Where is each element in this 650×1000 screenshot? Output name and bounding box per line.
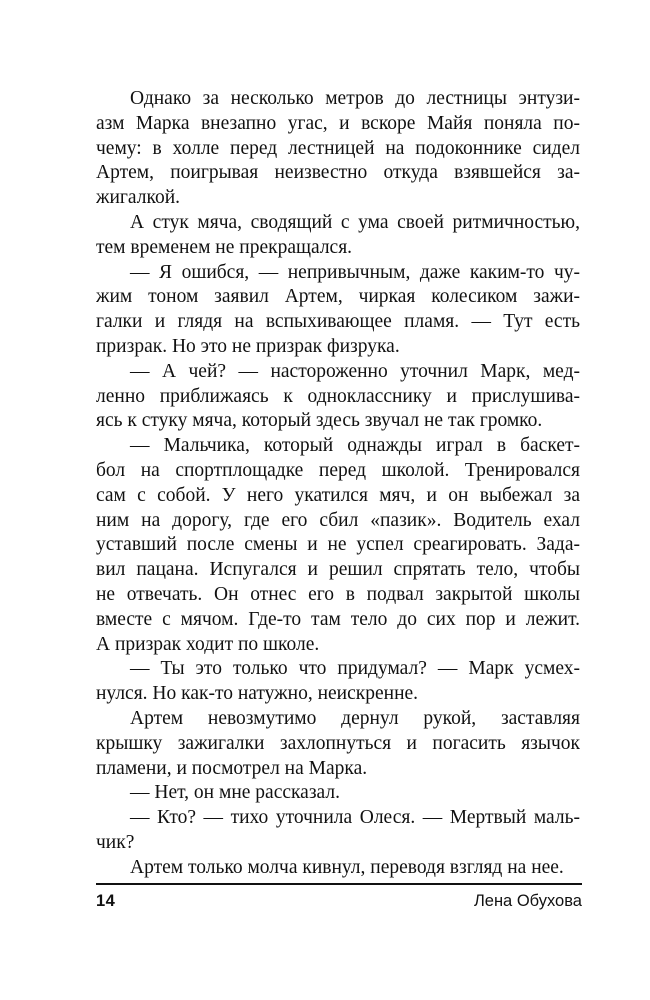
text-line: вил пацана. Испугался и решил спрятать тело, чтобы: [96, 559, 580, 581]
text-line: галки и глядя на вспыхивающее пламя. — Тут есть: [96, 311, 580, 333]
text-line: Артем, поигрывая неизвестно откуда взявшейся за-: [96, 162, 580, 184]
text-line: ленно приближаясь к однокласснику и прислушива-: [96, 385, 580, 407]
text-line: бол на спортплощадке перед школой. Тренировался: [96, 459, 580, 481]
text-line: чик?: [96, 831, 135, 853]
page-number: 14: [96, 892, 116, 910]
text-line: Артем невозмутимо дернул рукой, заставляя: [130, 707, 580, 729]
text-line: А призрак ходит по школе.: [96, 633, 320, 655]
page-text: [96, 87, 580, 881]
text-line: тем временем не прекращался.: [96, 236, 353, 258]
text-line: Однако за несколько метров до лестницы энтузи-: [130, 88, 580, 109]
text-line: — Нет, он мне рассказал.: [130, 782, 340, 804]
footer-divider: [96, 883, 582, 885]
text-line: нулся. Но как-то натужно, неискренне.: [96, 683, 419, 705]
text-line: Артем только молча кивнул, переводя взгляд на нее.: [130, 856, 564, 878]
text-line: сам с собой. У него укатился мяч, и он выбежал за: [96, 484, 580, 506]
text-line: — Кто? — тихо уточнила Олеся. — Мертвый маль-: [130, 807, 580, 829]
text-line: пламени, и посмотрел на Марка.: [96, 757, 368, 779]
footer-row: [96, 892, 582, 911]
text-line: А стук мяча, сводящий с ума своей ритмичностью,: [130, 211, 580, 233]
text-line: вместе с мячом. Где-то там тело до сих пор и лежит.: [96, 608, 580, 630]
text-line: не отвечать. Он отнес его в подвал закрытой школы: [96, 583, 580, 605]
text-line: — А чей? — настороженно уточнил Марк, мед-: [130, 360, 580, 382]
text-line: призрак. Но это не призрак физрука.: [96, 335, 400, 357]
running-title-author: Лена Обухова: [473, 892, 582, 910]
text-line: жигалкой.: [96, 187, 181, 209]
text-line: — Я ошибся, — непривычным, даже каким-то чу-: [130, 261, 580, 283]
text-line: уставший после смены и не успел среагировать. Зада-: [96, 534, 580, 556]
text-line: — Ты это только что придумал? — Марк усмех-: [130, 658, 580, 680]
text-line: крышку зажигалки захлопнуться и погасить язычок: [96, 732, 580, 754]
text-line: жим тоном заявил Артем, чиркая колесиком зажи-: [96, 286, 580, 308]
text-line: — Мальчика, который однажды играл в баскет-: [130, 435, 580, 457]
text-line: азм Марка внезапно угас, и вскоре Майя поняла по-: [96, 112, 580, 134]
page-footer: [96, 883, 582, 911]
text-line: чему: в холле перед лестницей на подоконнике сидел: [96, 137, 580, 159]
text-line: ясь к стуку мяча, который здесь звучал не так громко.: [96, 410, 543, 432]
text-line: ним на дорогу, где его сбил «пазик». Водитель ехал: [96, 509, 580, 531]
